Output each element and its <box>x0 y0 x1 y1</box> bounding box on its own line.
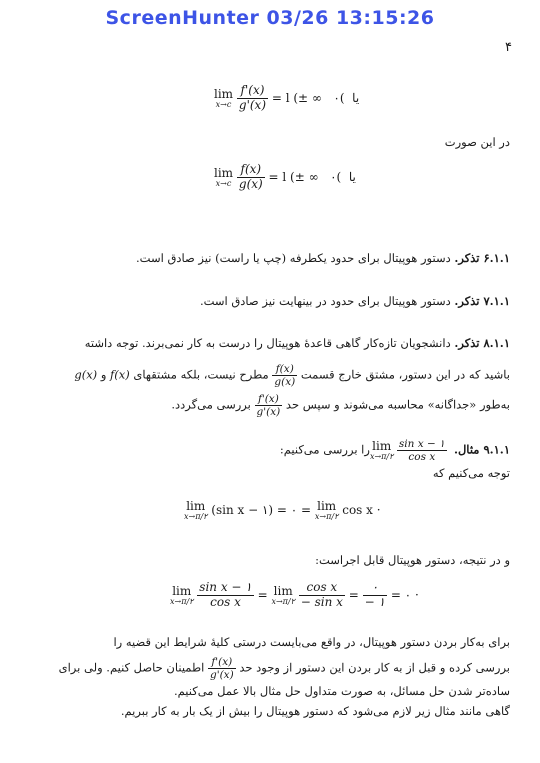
note-label: ۷.۱.۱ تذکر. <box>454 294 510 308</box>
derivative-fraction: $\frac{f'(x)}{g'(x)}$ <box>256 393 281 419</box>
conjunction: و <box>100 367 107 382</box>
note-text: بررسی می‌گردد. <box>171 397 251 412</box>
limit-operator: lim x→c <box>214 165 234 188</box>
note-text: دستور هوپیتال برای حدود یکطرفه (چپ یا راست) نیز صادق است. <box>136 251 451 265</box>
quotient-fraction: $\frac{f(x)}{g(x)}$ <box>274 363 296 389</box>
example-limit: lim x→π/۲ $\frac{\text{sin x − ۱}}{\text{cos x}}$ <box>369 438 445 464</box>
formula-lhopital-derivative <box>214 84 359 113</box>
ratio-fraction: $\frac{f(x)}{g(x)}$ <box>238 162 263 191</box>
formula-or: یا <box>352 90 360 105</box>
note-8-1-1 <box>85 336 510 350</box>
example-text: را بررسی می‌کنیم: <box>279 442 370 457</box>
paragraph-line-1: برای به‌کار بردن دستور هوپیتال، در واقع می‌بایست درستی کلیهٔ شرایط این قضیه را <box>113 635 510 649</box>
formula-expression: (sin x − ۱) = ۰ = <box>211 503 312 517</box>
note-8-line-3 <box>171 393 510 418</box>
formula-limit-ratio <box>214 163 356 192</box>
conclusion-text: و در نتیجه، دستور هوپیتال قابل اجراست: <box>315 553 510 567</box>
condition-text: در این صورت <box>444 135 510 149</box>
limit-operator: lim x→c <box>214 86 234 109</box>
gx-symbol: g(x) <box>74 367 98 382</box>
note-text: به‌طور «جداگانه» محاسبه می‌شوند و سپس حد <box>285 397 510 412</box>
note-text: دستور هوپیتال برای حدود در بینهایت نیز صادق است. <box>199 294 451 308</box>
derivative-fraction: $\frac{f'(x)}{g'(x)}$ <box>209 656 234 682</box>
paragraph-line-2: بررسی کرده و قبل از به کار بردن این دستور از وجود حد $\frac{f'(x)}{g'(x)}$ اطمینان حاصل کنیم. ولی برای <box>58 656 510 682</box>
formula-indeterminate-check: lim x→π/۲ (sin x − ۱) = ۰ = lim x→π/۲ cos x · <box>184 499 381 521</box>
formula-expression: cos x · <box>342 503 381 517</box>
note-label: ۶.۱.۱ تذکر. <box>454 251 510 265</box>
formula-or: یا <box>348 169 356 184</box>
fx-symbol: f(x) <box>110 367 130 382</box>
note-6-1-1 <box>136 251 510 265</box>
note-text: باشید که در این دستور، مشتق خارج قسمت <box>300 367 510 382</box>
note-8-line-2 <box>74 363 510 388</box>
formula-rhs: = l (± ∞ <box>271 90 322 105</box>
note-text: مطرح نیست، بلکه مشتقهای <box>133 367 269 382</box>
screenshot-banner <box>0 0 540 36</box>
formula-tail: )۰ <box>330 169 342 184</box>
paragraph-line-3: ساده‌تر شدن حل مسائل، به صورت متداول حل مثال بالا عمل می‌کنیم. <box>173 684 510 698</box>
formula-rhs: = l (± ∞ <box>268 169 319 184</box>
note-7-1-1 <box>200 294 510 308</box>
example-note: توجه می‌کنیم که <box>432 466 510 480</box>
note-label: ۸.۱.۱ تذکر. <box>454 336 510 350</box>
paragraph-line-4: گاهی مانند مثال زیر لازم می‌شود که دستور هوپیتال را بیش از یک بار به کار ببریم. <box>120 704 510 718</box>
note-text: دانشجویان تازه‌کار گاهی قاعدهٔ هوپیتال را درست به کار نمی‌برند. توجه داشته <box>84 336 451 350</box>
formula-lhopital-applied: lim x→π/۲ $\frac{\text{sin x − ۱}}{\text{cos x}}$ = lim x→π/۲ $\frac{\text{cos x}}{\text{− sin x}}$ = $\frac{۰}{- ۱}$ = ۰ · <box>170 580 419 609</box>
example-9-1-1 <box>280 438 510 463</box>
page-number: ۴ <box>505 40 512 55</box>
example-label: ۹.۱.۱ مثال. <box>453 442 510 457</box>
formula-tail: )۰ <box>333 90 345 105</box>
banner-text: ScreenHunter 03/26 13:15:26 <box>105 7 435 29</box>
derivative-fraction: $\frac{f'(x)}{g'(x)}$ <box>238 83 267 112</box>
